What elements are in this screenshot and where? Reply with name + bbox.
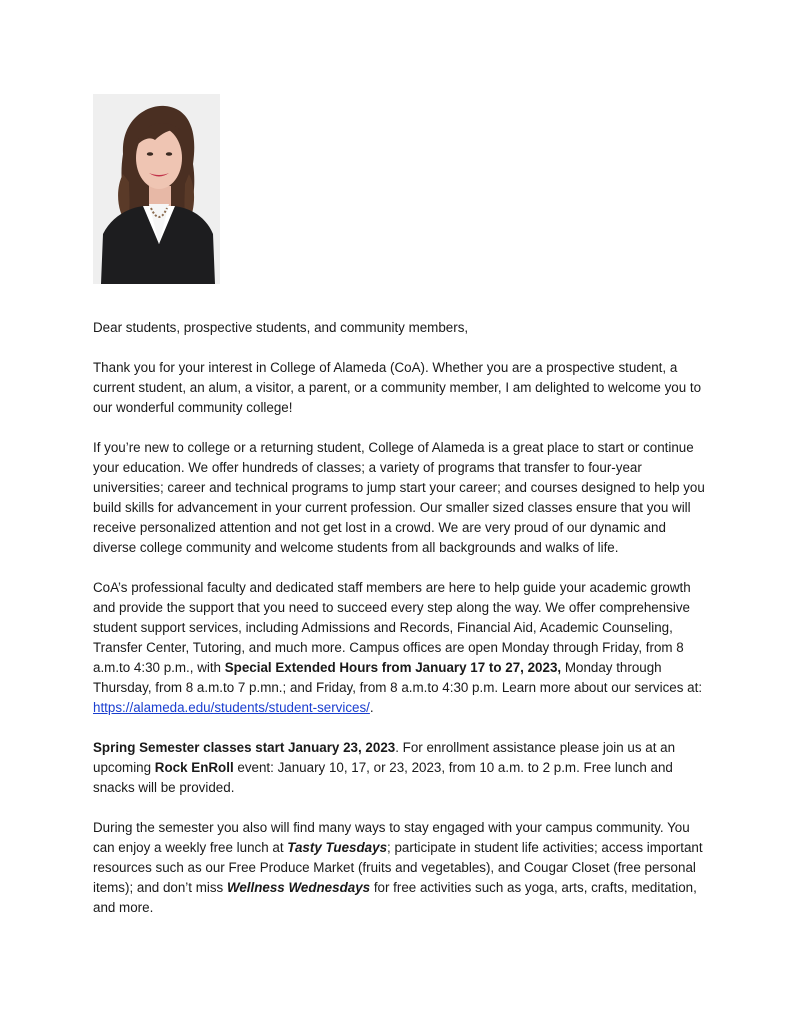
student-services-link[interactable]: https://alameda.edu/students/student-services/ — [93, 700, 370, 715]
services-text-b: Monday through Thursday, from 8 a.m.to 7 p.mn.; and Friday, from 8 a.m.to 4:30 p.m. Learn more about our services at: — [93, 660, 703, 695]
services-text-c: . — [369, 700, 374, 715]
life-text-a: During the semester you also will find many ways to stay engaged with your campus community. You can enjoy a weekly free lunch at — [93, 820, 690, 855]
extended-hours-highlight: Special Extended Hours from January 17 to 27, 2023, — [224, 660, 562, 675]
paragraph-about-college: If you’re new to college or a returning student, College of Alameda is a great place to start or continue your education. We offer hundreds of classes; a variety of programs that transfer to four-year universities; career and technical programs to jump start your career; and courses designed to help you build skills for advancement in your current profession. Our smaller sized classes ensure that you will receive personalized attention and not get lost in a crowd. We are very proud of our dynamic and diverse college community and welcome students from all backgrounds and walks of life. — [93, 440, 705, 555]
salutation: Dear students, prospective students, and community members, — [93, 320, 469, 335]
paragraph-support-services — [93, 578, 705, 718]
welcome-letter — [93, 318, 705, 938]
paragraph-spring-semester — [93, 738, 705, 798]
rock-enroll-highlight: Rock EnRoll — [154, 760, 234, 775]
paragraph-campus-life — [93, 818, 705, 918]
wellness-wednesdays-highlight: Wellness Wednesdays — [226, 880, 371, 895]
life-text-c: for free activities such as yoga, arts, crafts, meditation, and more. — [93, 880, 697, 915]
tasty-tuesdays-highlight: Tasty Tuesdays — [287, 840, 388, 855]
spring-text-a: . For enrollment assistance please join us at an upcoming — [93, 740, 676, 775]
spring-start-highlight: Spring Semester classes start January 23, 2023 — [93, 740, 396, 755]
life-text-b: ; participate in student life activities; access important resources such as our Free Produce Market (fruits and vegetables), and Cougar Closet (free personal items); and don’t miss — [93, 840, 703, 895]
paragraph-welcome: Thank you for your interest in College of Alameda (CoA). Whether you are a prospective student, a current student, an alum, a visitor, a parent, or a community member, I am delighted to welcome you to our wonderful community college! — [93, 360, 702, 415]
spring-text-b: event: January 10, 17, or 23, 2023, from 10 a.m. to 2 p.m. Free lunch and snacks will be provided. — [93, 760, 673, 795]
president-portrait-photo — [93, 94, 220, 284]
services-text-a: CoA’s professional faculty and dedicated staff members are here to help guide your academic growth and provide the support that you need to succeed every step along the way. We offer comprehensive student support services, including Admissions and Records, Financial Aid, Academic Counseling, Transfer Center, Tutoring, and much more. Campus offices are open Monday through Friday, from 8 a.m.to 4:30 p.m., with — [93, 580, 691, 675]
